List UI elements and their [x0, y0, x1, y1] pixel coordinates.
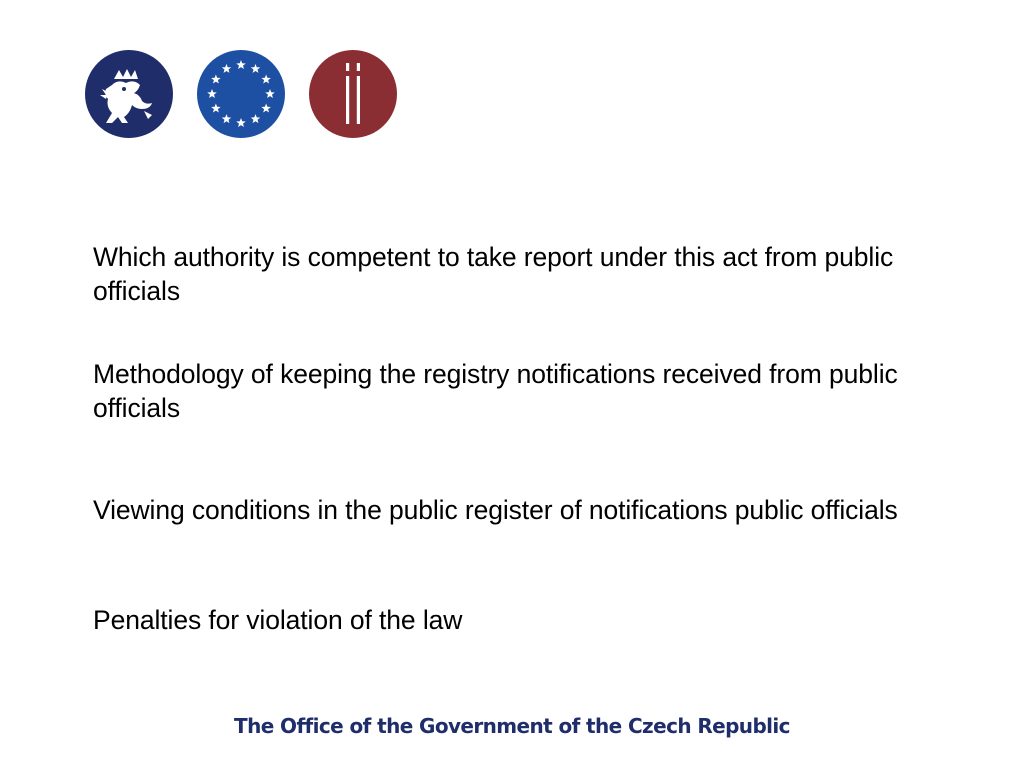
topic-item-competent-authority: Which authority is competent to take report under this act from public officials: [93, 242, 894, 306]
logo-row: [84, 49, 404, 141]
topic-item-viewing-conditions: Viewing conditions in the public register of notifications public officials: [93, 495, 898, 525]
footer-office-name: The Office of the Government of the Czech Republic: [234, 714, 790, 738]
topic-item-penalties: Penalties for violation of the law: [93, 605, 463, 635]
eu-stars-icon: [196, 49, 286, 139]
topic-item-registry-methodology: Methodology of keeping the registry notifications received from public officials: [93, 359, 898, 423]
czech-lion-emblem-icon: [84, 49, 174, 139]
office-emblem-icon: [308, 49, 398, 139]
